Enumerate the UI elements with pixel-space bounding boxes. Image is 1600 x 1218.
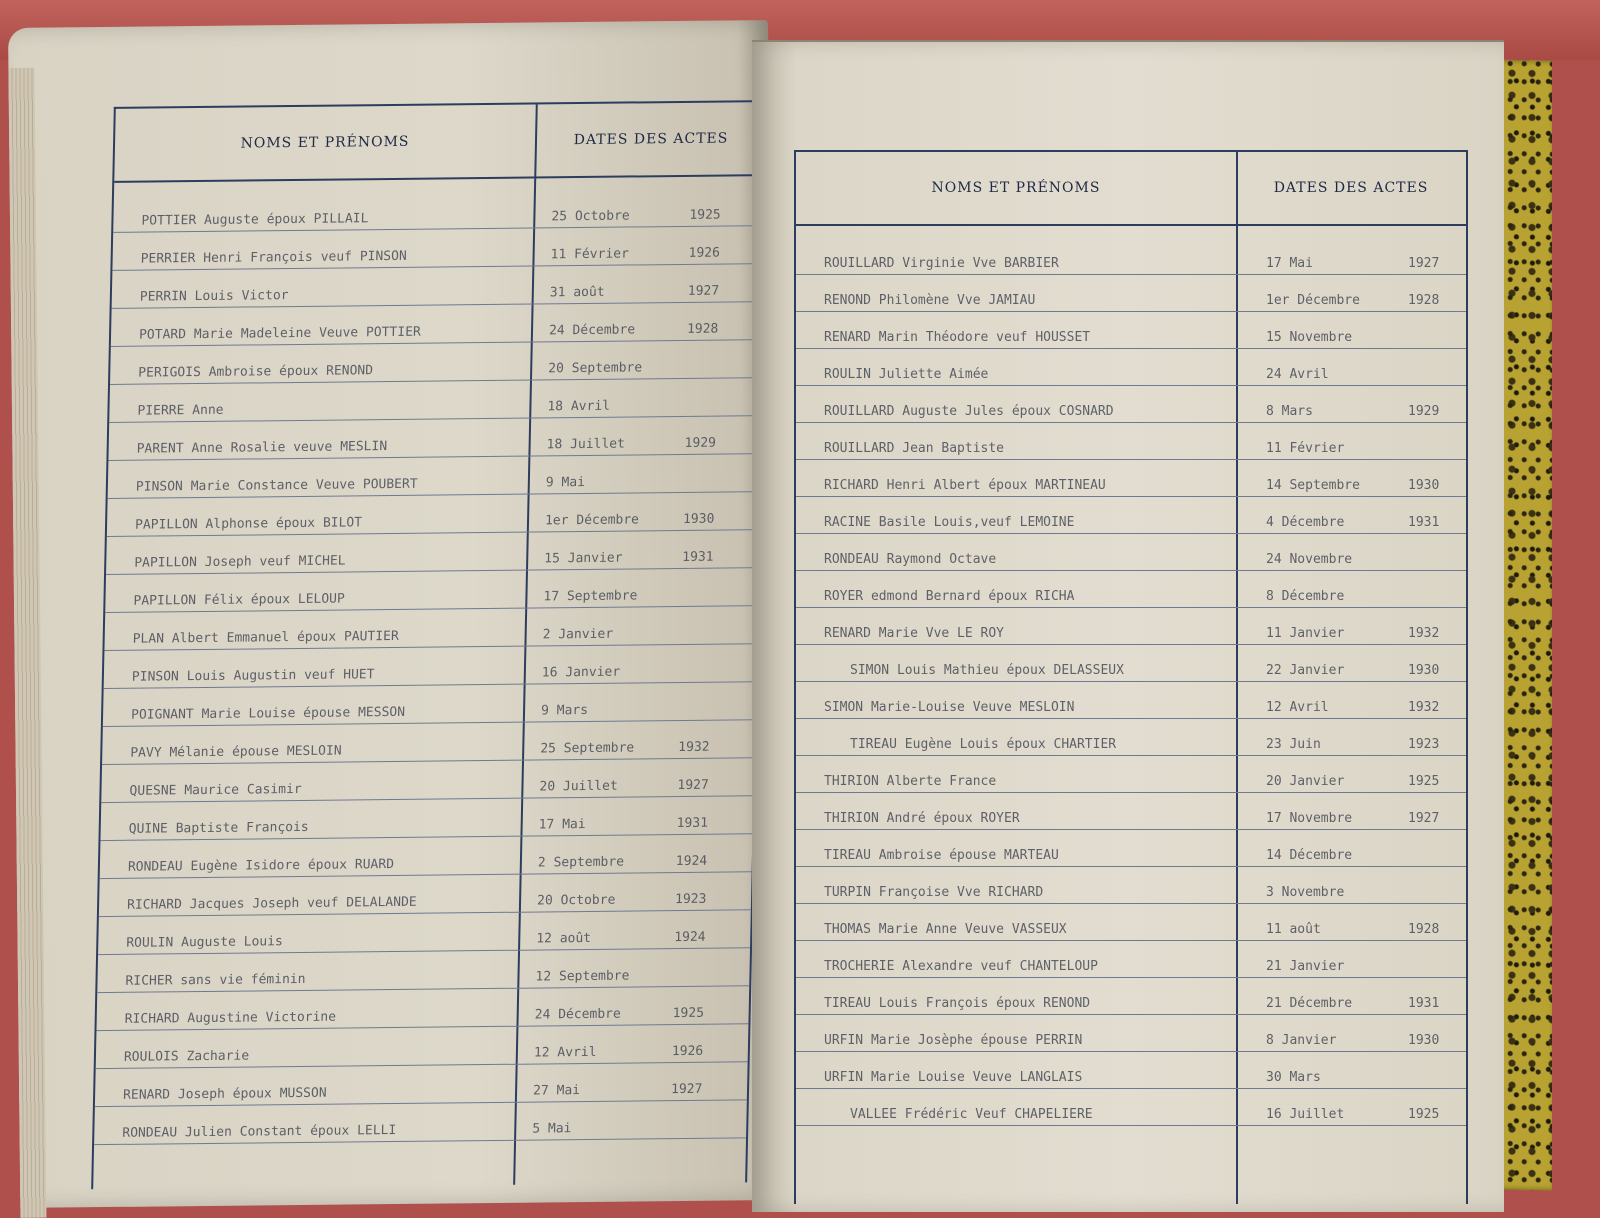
register-row <box>796 497 1466 534</box>
register-row <box>796 867 1466 904</box>
entry-year: 1927 <box>1408 811 1440 826</box>
entry-year: 1930 <box>1408 478 1440 493</box>
entry-date: 17 Septembre <box>543 588 638 605</box>
entry-name: ROULIN Juliette Aimée <box>824 367 989 382</box>
entry-year: 1927 <box>677 777 709 794</box>
entry-name: POTARD Marie Madeleine Veuve POTTIER <box>138 324 421 343</box>
entry-name: THIRION André époux ROYER <box>824 811 1020 826</box>
entry-year: 1926 <box>671 1043 704 1060</box>
register-row <box>796 349 1466 386</box>
register-row <box>796 682 1466 719</box>
left-page <box>8 20 780 1208</box>
register-row <box>796 941 1466 978</box>
entry-year: 1927 <box>670 1081 703 1098</box>
entry-year: 1931 <box>1408 996 1440 1011</box>
entry-date: 20 Septembre <box>548 360 643 377</box>
entry-name: URFIN Marie Josèphe épouse PERRIN <box>824 1033 1083 1048</box>
left-header-dates: DATES DES ACTES <box>573 130 729 149</box>
left-register-table <box>91 100 770 1189</box>
entry-name: ROUILLARD Auguste Jules époux COSNARD <box>824 404 1114 419</box>
entry-name: VALLEE Frédéric Veuf CHAPELIERE <box>850 1107 1093 1122</box>
register-row <box>796 386 1466 423</box>
register-row <box>796 238 1466 275</box>
entry-date: 24 Décembre <box>548 322 636 339</box>
entry-date: 11 Février <box>1266 441 1345 456</box>
entry-date: 27 Mai <box>532 1083 581 1099</box>
entry-name: PERIGOIS Ambroise époux RENOND <box>138 363 374 381</box>
page-stack-edge <box>8 68 46 1218</box>
register-row <box>796 645 1466 682</box>
entry-year: 1931 <box>682 549 714 565</box>
left-table-header <box>114 102 768 183</box>
entry-date: 17 Novembre <box>1266 811 1353 826</box>
entry-name: RONDEAU Julien Constant époux LELLI <box>122 1122 397 1141</box>
entry-name: RICHARD Jacques Joseph veuf DELALANDE <box>126 894 417 913</box>
entry-name: QUESNE Maurice Casimir <box>129 781 302 799</box>
entry-date: 23 Juin <box>1266 737 1321 752</box>
register-row <box>796 978 1466 1015</box>
entry-name: RICHER sans vie féminin <box>125 971 306 989</box>
entry-year: 1927 <box>687 283 720 299</box>
entry-year: 1923 <box>1408 737 1440 752</box>
register-row <box>796 534 1466 571</box>
entry-date: 2 Janvier <box>542 626 614 643</box>
entry-name: SIMON Marie-Louise Veuve MESLOIN <box>824 700 1075 715</box>
entry-date: 25 Septembre <box>540 740 635 757</box>
entry-name: TIREAU Louis François époux RENOND <box>824 996 1091 1011</box>
entry-name: ROUILLARD Virginie Vve BARBIER <box>824 256 1059 271</box>
entry-date: 8 Mars <box>1266 404 1313 419</box>
entry-name: ROULIN Auguste Louis <box>126 934 284 951</box>
entry-year: 1928 <box>1408 922 1440 937</box>
entry-name: PERRIER Henri François veuf PINSON <box>140 248 407 267</box>
entry-date: 24 Décembre <box>534 1006 621 1023</box>
entry-year: 1930 <box>682 511 715 527</box>
entry-date: 22 Janvier <box>1266 663 1345 678</box>
register-row <box>94 1100 747 1145</box>
entry-date: 31 août <box>549 284 605 301</box>
right-page <box>752 40 1504 1212</box>
entry-date: 12 août <box>536 930 592 947</box>
entry-date: 30 Mars <box>1266 1070 1321 1085</box>
entry-date: 11 août <box>1266 922 1321 937</box>
entry-name: ROYER edmond Bernard époux RICHA <box>824 589 1075 604</box>
register-row <box>796 719 1466 756</box>
right-table-header <box>796 152 1466 226</box>
entry-year: 1930 <box>1408 1033 1440 1048</box>
entry-name: RENOND Philomène Vve JAMIAU <box>824 293 1036 308</box>
entry-date: 20 Octobre <box>536 892 616 909</box>
entry-name: PAPILLON Joseph veuf MICHEL <box>134 553 346 571</box>
entry-year: 1925 <box>1408 774 1440 789</box>
entry-date: 11 Février <box>550 246 630 263</box>
register-row <box>796 904 1466 941</box>
entry-name: PAPILLON Félix époux LELOUP <box>133 591 345 609</box>
open-register-book <box>0 20 1560 1200</box>
entry-year: 1928 <box>686 321 719 337</box>
register-row <box>796 423 1466 460</box>
entry-date: 14 Décembre <box>1266 848 1353 863</box>
entry-name: POTTIER Auguste époux PILLAIL <box>141 211 369 229</box>
entry-name: RONDEAU Eugène Isidore époux RUARD <box>127 857 395 875</box>
entry-name: PARENT Anne Rosalie veuve MESLIN <box>136 439 388 457</box>
register-row <box>796 1015 1466 1052</box>
entry-date: 15 Novembre <box>1266 330 1353 345</box>
entry-name: PERRIN Louis Victor <box>139 288 289 305</box>
entry-name: RENARD Marin Théodore veuf HOUSSET <box>824 330 1091 345</box>
entry-date: 18 Avril <box>547 398 611 415</box>
entry-year: 1930 <box>1408 663 1440 678</box>
entry-date: 16 Janvier <box>541 664 621 681</box>
entry-name: THOMAS Marie Anne Veuve VASSEUX <box>824 922 1067 937</box>
register-row <box>796 312 1466 349</box>
entry-name: RENARD Marie Vve LE ROY <box>824 626 1005 641</box>
entry-date: 24 Avril <box>1266 367 1329 382</box>
right-rows <box>796 238 1466 1126</box>
left-rows <box>94 188 766 1145</box>
entry-name: RONDEAU Raymond Octave <box>824 552 997 567</box>
entry-date: 8 Janvier <box>1266 1033 1337 1048</box>
entry-date: 2 Septembre <box>537 854 625 871</box>
entry-year: 1928 <box>1408 293 1440 308</box>
entry-date: 21 Décembre <box>1266 996 1353 1011</box>
entry-name: RACINE Basile Louis,veuf LEMOINE <box>824 515 1075 530</box>
register-row <box>796 793 1466 830</box>
entry-name: ROUILLARD Jean Baptiste <box>824 441 1005 456</box>
entry-date: 1er Décembre <box>1266 293 1360 308</box>
entry-name: TIREAU Ambroise épouse MARTEAU <box>824 848 1059 863</box>
entry-name: THIRION Alberte France <box>824 774 997 789</box>
entry-name: SIMON Louis Mathieu époux DELASSEUX <box>850 663 1124 678</box>
entry-name: URFIN Marie Louise Veuve LANGLAIS <box>824 1070 1083 1085</box>
entry-date: 16 Juillet <box>1266 1107 1345 1122</box>
entry-year: 1929 <box>684 435 717 451</box>
entry-name: POIGNANT Marie Louise épouse MESSON <box>130 704 406 723</box>
entry-date: 11 Janvier <box>1266 626 1345 641</box>
register-row <box>796 460 1466 497</box>
entry-name: QUINE Baptiste François <box>128 819 309 837</box>
entry-name: PINSON Marie Constance Veuve POUBERT <box>135 476 418 495</box>
entry-date: 9 Mars <box>540 702 589 719</box>
entry-name: PIERRE Anne <box>137 402 224 419</box>
entry-date: 21 Janvier <box>1266 959 1345 974</box>
entry-date: 3 Novembre <box>1266 885 1345 900</box>
entry-date: 24 Novembre <box>1266 552 1353 567</box>
left-header-names: NOMS ET PRÉNOMS <box>240 133 410 152</box>
entry-year: 1932 <box>678 739 710 756</box>
entry-name: RENARD Joseph époux MUSSON <box>122 1085 327 1103</box>
entry-name: RICHARD Augustine Victorine <box>124 1009 337 1027</box>
register-row <box>796 756 1466 793</box>
entry-name: PLAN Albert Emmanuel époux PAUTIER <box>132 628 399 647</box>
entry-year: 1924 <box>675 853 708 870</box>
entry-name: PINSON Louis Augustin veuf HUET <box>131 667 375 685</box>
entry-date: 15 Janvier <box>544 550 623 567</box>
entry-date: 8 Décembre <box>1266 589 1345 604</box>
entry-name: RICHARD Henri Albert époux MARTINEAU <box>824 478 1106 493</box>
entry-date: 4 Décembre <box>1266 515 1345 530</box>
entry-year: 1931 <box>1408 515 1440 530</box>
entry-date: 20 Janvier <box>1266 774 1345 789</box>
right-header-dates: DATES DES ACTES <box>1273 180 1429 196</box>
entry-date: 20 Juillet <box>539 778 618 795</box>
entry-year: 1927 <box>1408 256 1440 271</box>
entry-date: 17 Mai <box>1266 256 1313 271</box>
entry-name: PAPILLON Alphonse époux BILOT <box>134 515 363 533</box>
entry-date: 17 Mai <box>538 816 586 833</box>
entry-date: 14 Septembre <box>1266 478 1360 493</box>
entry-year: 1929 <box>1408 404 1440 419</box>
register-row <box>796 275 1466 312</box>
entry-name: TIREAU Eugène Louis époux CHARTIER <box>850 737 1117 752</box>
entry-year: 1931 <box>676 815 709 832</box>
register-row <box>796 571 1466 608</box>
entry-date: 9 Mai <box>545 474 586 491</box>
register-row <box>796 608 1466 645</box>
entry-name: PAVY Mélanie épouse MESLOIN <box>130 743 342 761</box>
entry-year: 1925 <box>1408 1107 1440 1122</box>
entry-year: 1924 <box>674 929 706 946</box>
entry-year: 1925 <box>689 207 721 223</box>
entry-name: ROULOIS Zacharie <box>123 1048 250 1065</box>
entry-date: 5 Mai <box>532 1121 572 1137</box>
register-row <box>796 830 1466 867</box>
entry-date: 25 Octobre <box>551 208 630 225</box>
entry-name: TURPIN Françoise Vve RICHARD <box>824 885 1044 900</box>
entry-year: 1923 <box>674 891 707 908</box>
right-register-table <box>794 150 1468 1204</box>
entry-date: 12 Avril <box>1266 700 1329 715</box>
entry-year: 1925 <box>672 1005 705 1022</box>
entry-date: 1er Décembre <box>544 512 640 529</box>
entry-date: 12 Avril <box>533 1044 597 1061</box>
entry-year: 1932 <box>1408 700 1440 715</box>
entry-date: 12 Septembre <box>535 968 630 985</box>
entry-date: 18 Juillet <box>546 436 626 453</box>
entry-year: 1926 <box>688 245 721 261</box>
register-row <box>796 1052 1466 1089</box>
right-header-names: NOMS ET PRÉNOMS <box>931 180 1101 196</box>
register-row <box>796 1089 1466 1126</box>
entry-year: 1932 <box>1408 626 1440 641</box>
entry-name: TROCHERIE Alexandre veuf CHANTELOUP <box>824 959 1098 974</box>
